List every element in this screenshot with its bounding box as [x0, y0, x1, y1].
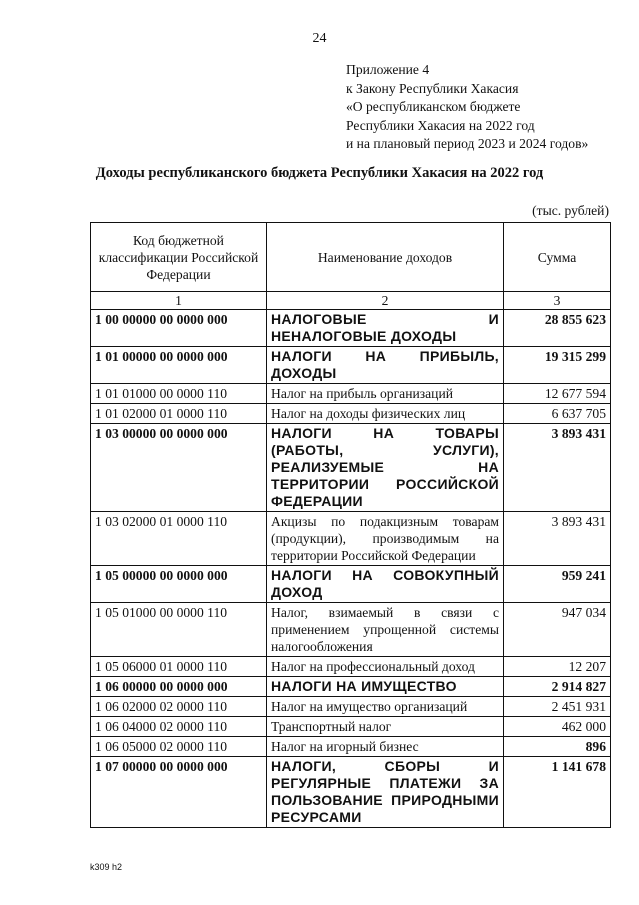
row-sum: 896 — [504, 737, 611, 757]
header-code: Код бюджетной классификации Российской Федерации — [91, 223, 267, 292]
row-name: НАЛОГИ НА ПРИБЫЛЬ, ДОХОДЫ — [267, 347, 504, 384]
appendix-line: Приложение 4 — [346, 62, 430, 77]
row-code: 1 06 05000 02 0000 110 — [91, 737, 267, 757]
units-label: (тыс. рублей) — [532, 203, 609, 218]
footer-code: k309 h2 — [90, 862, 123, 872]
row-sum: 3 893 431 — [504, 512, 611, 566]
table-row — [91, 347, 611, 384]
table-row — [91, 657, 611, 677]
row-name: Акцизы по подакцизным товарам (продукции), производимым на территории Российской Федерации — [267, 512, 504, 566]
row-sum: 1 141 678 — [504, 757, 611, 828]
column-number: 3 — [504, 292, 611, 310]
appendix-line: «О республиканском бюджете — [346, 99, 521, 114]
column-number: 2 — [267, 292, 504, 310]
page-number: 24 — [312, 31, 327, 46]
table-row — [91, 310, 611, 347]
row-code: 1 01 02000 01 0000 110 — [91, 404, 267, 424]
row-code: 1 05 01000 00 0000 110 — [91, 603, 267, 657]
appendix-line: к Закону Республики Хакасия — [346, 80, 519, 96]
row-sum: 959 241 — [504, 566, 611, 603]
row-name: НАЛОГИ НА ТОВАРЫ (РАБОТЫ, УСЛУГИ), РЕАЛИЗУЕМЫЕ НА ТЕРРИТОРИИ РОССИЙСКОЙ ФЕДЕРАЦИИ — [267, 424, 504, 512]
row-name: НАЛОГИ НА СОВОКУПНЫЙ ДОХОД — [267, 566, 504, 603]
table-row — [91, 677, 611, 697]
row-sum: 462 000 — [504, 717, 611, 737]
column-number: 1 — [91, 292, 267, 310]
row-sum: 12 207 — [504, 657, 611, 677]
table-row — [91, 603, 611, 657]
table-row — [91, 717, 611, 737]
row-sum: 12 677 594 — [504, 384, 611, 404]
header-sum: Сумма — [504, 223, 611, 292]
table-row — [91, 697, 611, 717]
row-sum: 2 914 827 — [504, 677, 611, 697]
row-name: Транспортный налог — [267, 717, 504, 737]
row-code: 1 01 00000 00 0000 000 — [91, 347, 267, 384]
table-row — [91, 424, 611, 512]
row-code: 1 03 02000 01 0000 110 — [91, 512, 267, 566]
table-row — [91, 404, 611, 424]
row-code: 1 05 06000 01 0000 110 — [91, 657, 267, 677]
row-code: 1 06 02000 02 0000 110 — [91, 697, 267, 717]
row-sum: 3 893 431 — [504, 424, 611, 512]
table-row — [91, 566, 611, 603]
row-code: 1 00 00000 00 0000 000 — [91, 310, 267, 347]
income-table — [90, 222, 611, 828]
row-sum: 19 315 299 — [504, 347, 611, 384]
table-header-row — [91, 223, 611, 292]
row-code: 1 01 01000 00 0000 110 — [91, 384, 267, 404]
row-name: НАЛОГИ НА ИМУЩЕСТВО — [267, 677, 504, 697]
row-name: НАЛОГОВЫЕ И НЕНАЛОГОВЫЕ ДОХОДЫ — [267, 310, 504, 347]
row-name: Налог на профессиональный доход — [267, 657, 504, 677]
row-name: Налог, взимаемый в связи с применением упрощенной системы налогообложения — [267, 603, 504, 657]
row-sum: 28 855 623 — [504, 310, 611, 347]
row-sum: 6 637 705 — [504, 404, 611, 424]
row-code: 1 05 00000 00 0000 000 — [91, 566, 267, 603]
row-name: Налог на прибыль организаций — [267, 384, 504, 404]
row-code: 1 03 00000 00 0000 000 — [91, 424, 267, 512]
row-sum: 2 451 931 — [504, 697, 611, 717]
row-sum: 947 034 — [504, 603, 611, 657]
row-code: 1 06 04000 02 0000 110 — [91, 717, 267, 737]
row-name: Налог на имущество организаций — [267, 697, 504, 717]
header-name: Наименование доходов — [267, 223, 504, 292]
row-name: Налог на доходы физических лиц — [267, 404, 504, 424]
table-row — [91, 737, 611, 757]
appendix-line: Республики Хакасия на 2022 год — [346, 117, 535, 133]
table-row — [91, 384, 611, 404]
row-code: 1 07 00000 00 0000 000 — [91, 757, 267, 828]
table-row — [91, 757, 611, 828]
row-name: Налог на игорный бизнес — [267, 737, 504, 757]
appendix-note — [346, 61, 588, 154]
column-number-row — [91, 292, 611, 310]
row-code: 1 06 00000 00 0000 000 — [91, 677, 267, 697]
document-title: Доходы республиканского бюджета Республики Хакасия на 2022 год — [95, 165, 544, 181]
table-row — [91, 512, 611, 566]
appendix-line: и на плановый период 2023 и 2024 годов» — [346, 136, 589, 151]
row-name: НАЛОГИ, СБОРЫ И РЕГУЛЯРНЫЕ ПЛАТЕЖИ ЗА ПОЛЬЗОВАНИЕ ПРИРОДНЫМИ РЕСУРСАМИ — [267, 757, 504, 828]
